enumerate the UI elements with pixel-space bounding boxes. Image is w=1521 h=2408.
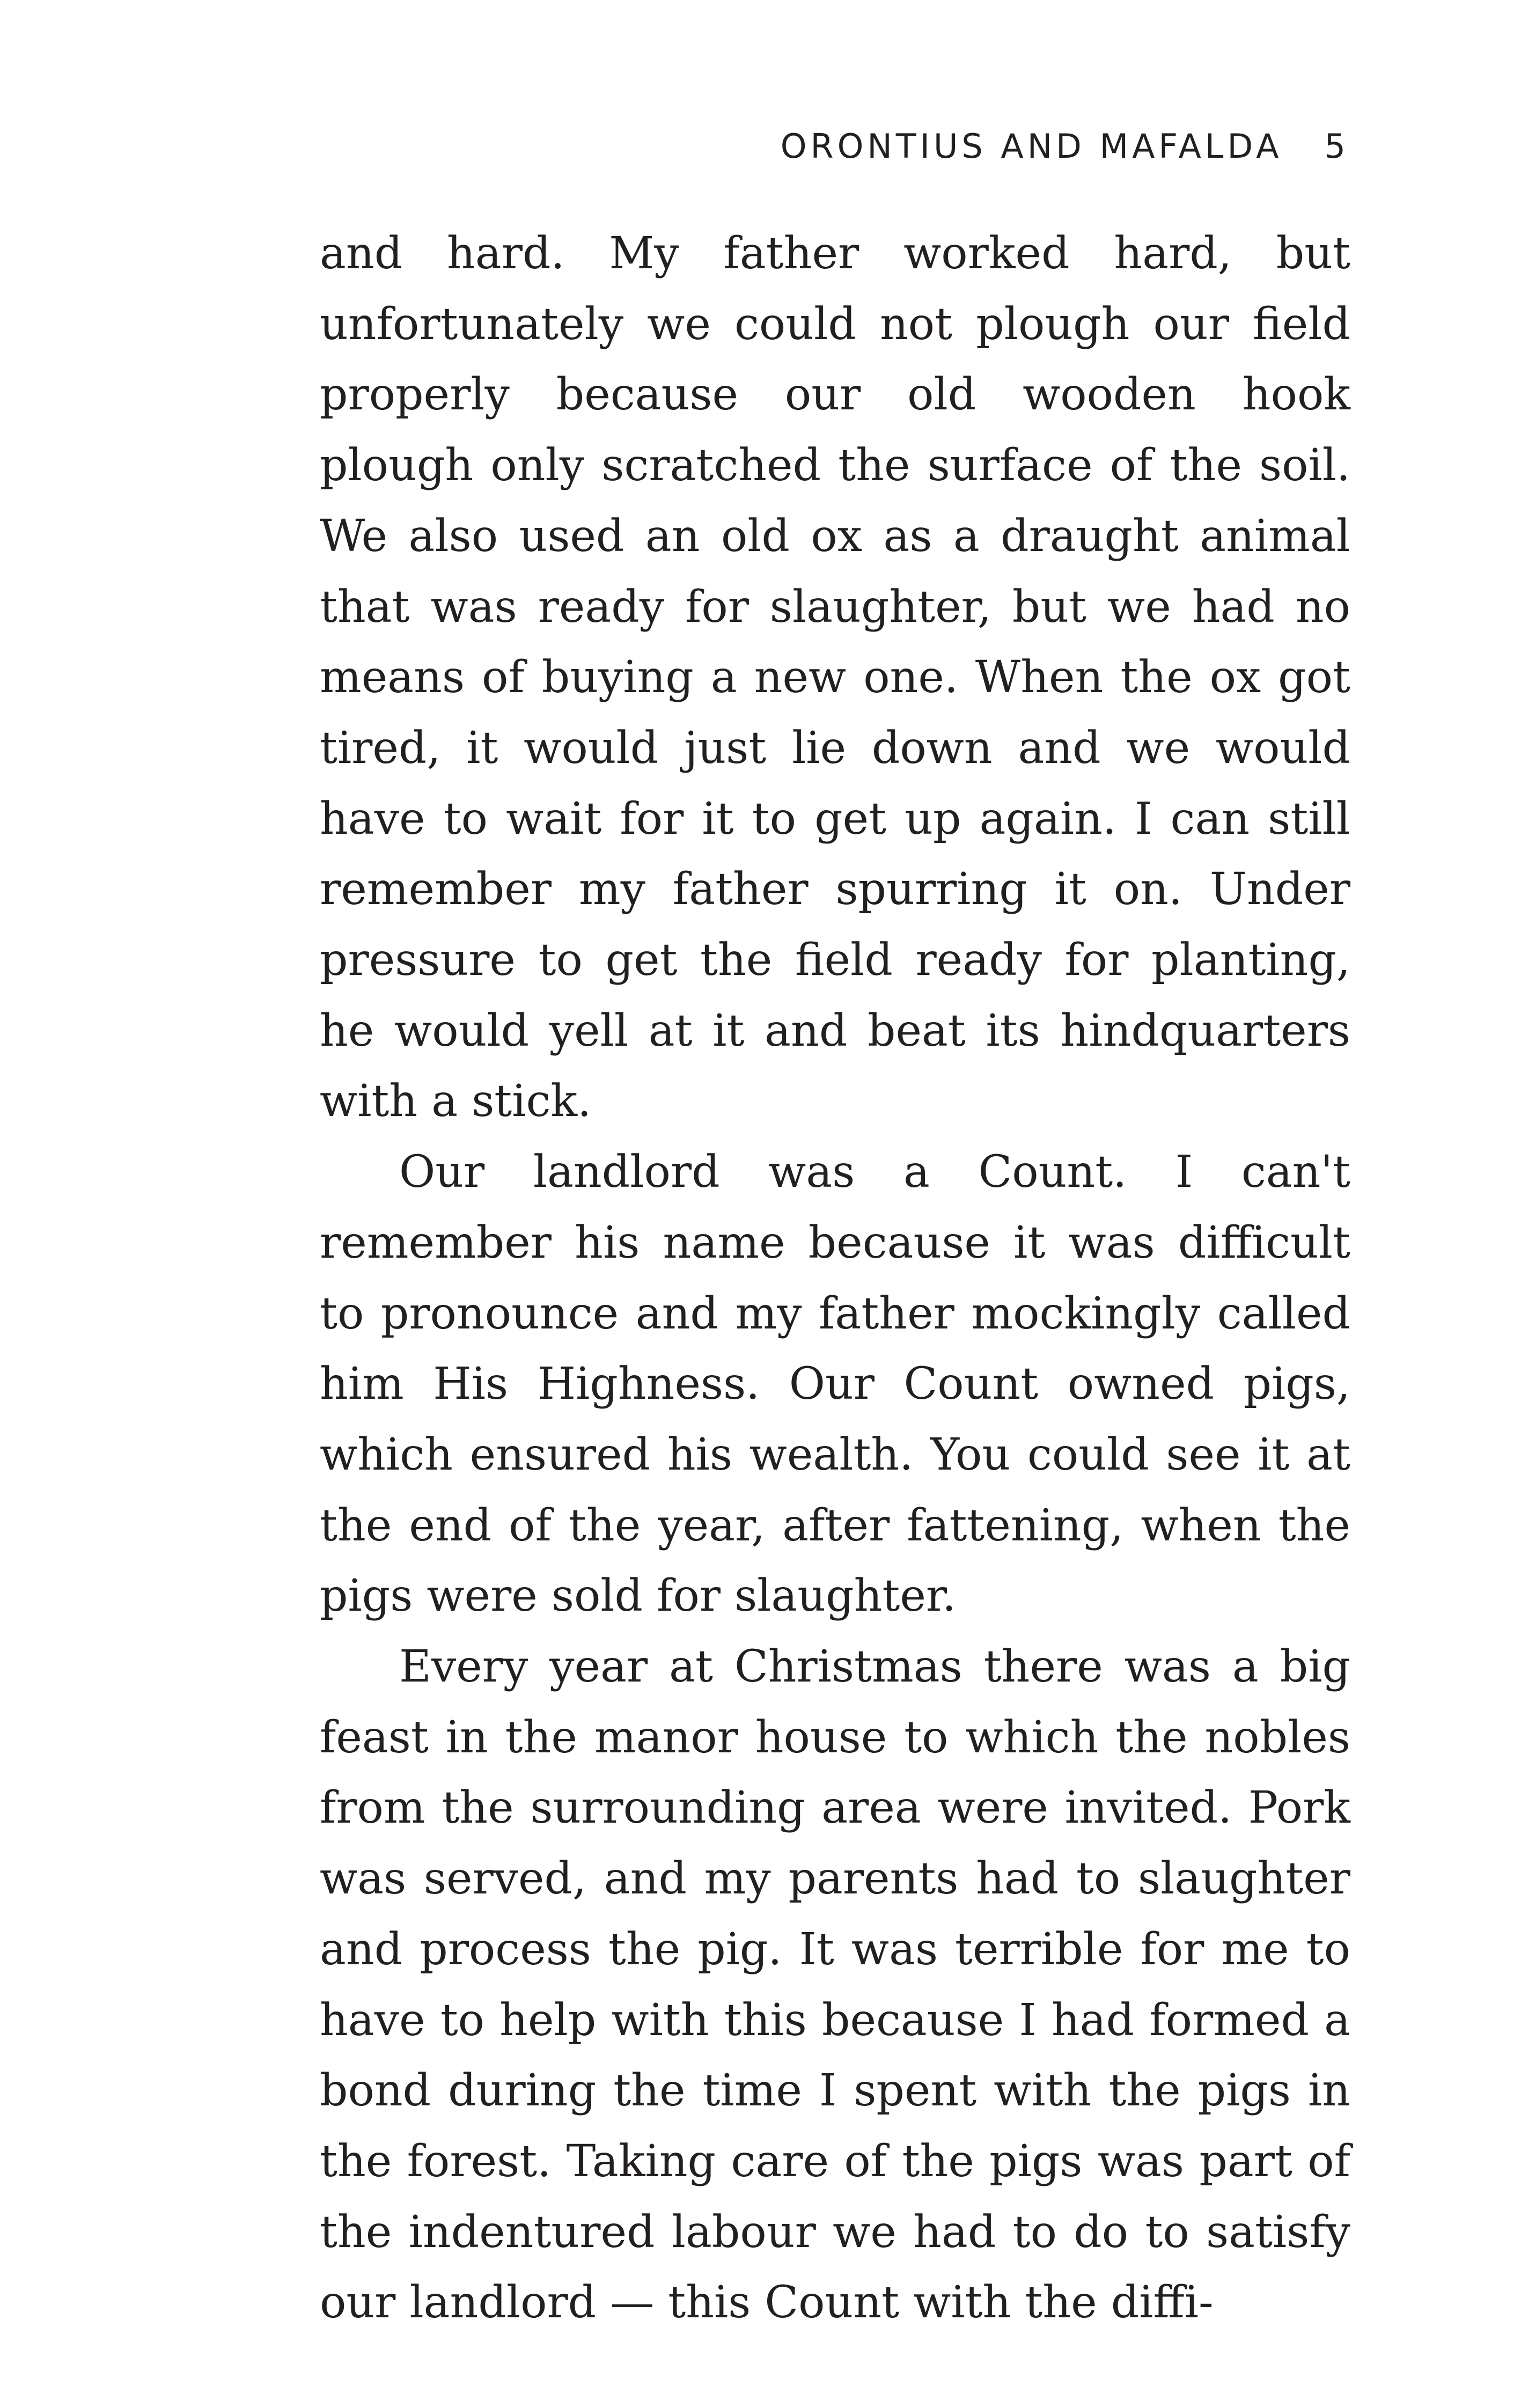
paragraph: Every year at Christmas there was a big feast in the manor house to which the nobles from the surrounding area were invited. Pork was served, and my parents had to slaughter and process the pig. It was terrible for me to have to help with this because I had formed a bond during the time I spent with the pigs in the forest. Taking care of the pigs was part of the indentured labour we had to do to satisfy our landlord — this Count with the diffi- [320,1641,1350,2329]
paragraph: and hard. My father worked hard, but unfortunately we could not plough our field properly because our old wooden hook plough only scratched the surface of the soil. We also used an old ox as a draught animal that was ready for slaughter, but we had no means of buying a new one. When the ox got tired, it would just lie down and we would have to wait for it to get up again. I can still remember my father spurring it on. Under pressure to get the field ready for planting, he would yell at it and beat its hindquarters with a stick. [320,228,1350,1127]
paragraph: Our landlord was a Count. I can't remember his name because it was difficult to pronounce and my father mockingly called him His Highness. Our Count owned pigs, which ensured his wealth. You could see it at the end of the year, after fattening, when the pigs were sold for slaughter. [320,1147,1350,1622]
running-title: ORONTIUS AND MAFALDA [780,127,1283,166]
body-text [320,218,1350,2338]
page-number: 5 [1324,127,1349,166]
running-head [321,122,1349,171]
